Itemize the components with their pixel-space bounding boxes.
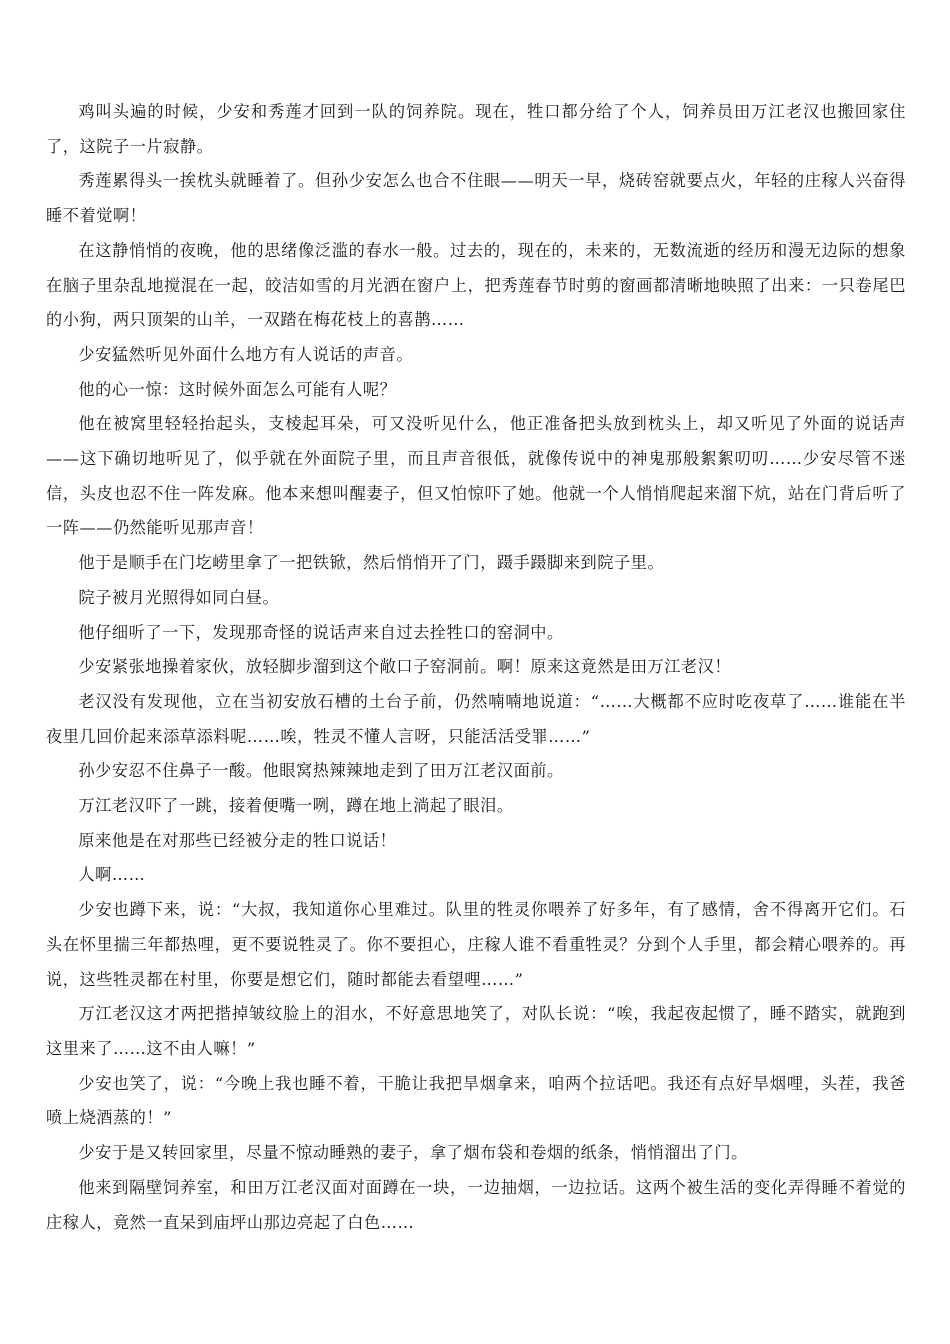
paragraph: 秀莲累得头一挨枕头就睡着了。但孙少安怎么也合不住眼——明天一早，烧砖窑就要点火，年轻的庄稼人兴奋得睡不着觉啊！ xyxy=(46,171,906,226)
paragraph: 万江老汉吓了一跳，接着便嘴一咧，蹲在地上淌起了眼泪。 xyxy=(78,796,514,816)
paragraph: 原来他是在对那些已经被分走的牲口说话！ xyxy=(78,830,397,850)
paragraph: 少安紧张地操着家伙，放轻脚步溜到这个敞口子窑洞前。啊！原来这竟然是田万江老汉！ xyxy=(78,657,732,677)
document-page xyxy=(46,95,906,1240)
paragraph: 他仔细听了一下，发现那奇怪的说话声来自过去拴牲口的窑洞中。 xyxy=(78,622,564,642)
paragraph: 他来到隔壁饲养室，和田万江老汉面对面蹲在一块，一边抽烟，一边拉话。这两个被生活的变化弄得睡不着觉的庄稼人，竟然一直呆到庙坪山那边亮起了白色…… xyxy=(46,1177,906,1232)
paragraph: 万江老汉这才两把揩掉皱纹脸上的泪水，不好意思地笑了，对队长说：“唉，我起夜起惯了，睡不踏实，就跑到这里来了……这不由人嘛！” xyxy=(46,1004,906,1058)
paragraph: 他在被窝里轻轻抬起头，支棱起耳朵，可又没听见什么，他正准备把头放到枕头上，却又听见了外面的说话声——这下确切地听见了，似乎就在外面院子里，而且声音很低，就像传说中的神鬼那般絮絮叨叨……少安尽管不迷信，头皮也忍不住一阵发麻。他本来想叫醒妻子，但又怕惊吓了她。他就一个人悄悄爬起来溜下炕，站在门背后听了一阵——仍然能听见那声音！ xyxy=(46,414,906,538)
paragraph: 少安也笑了，说：“今晚上我也睡不着，干脆让我把旱烟拿来，咱两个拉话吧。我还有点好旱烟哩，头茬，我爸喷上烧酒蒸的！” xyxy=(46,1073,906,1128)
paragraph: 少安也蹲下来，说：“大叔，我知道你心里难过。队里的牲灵你喂养了好多年，有了感情，舍不得离开它们。石头在怀里揣三年都热哩，更不要说牲灵了。你不要担心，庄稼人谁不看重牲灵？分到个人手里，都会精心喂养的。再说，这些牲灵都在村里，你要是想它们，随时都能去看望哩……” xyxy=(46,900,906,989)
paragraph: 人啊…… xyxy=(78,865,146,885)
paragraph: 他于是顺手在门圪崂里拿了一把铁锨，然后悄悄开了门，蹑手蹑脚来到院子里。 xyxy=(78,553,665,573)
paragraph: 少安猛然听见外面什么地方有人说话的声音。 xyxy=(78,344,414,364)
paragraph: 院子被月光照得如同白昼。 xyxy=(78,587,280,607)
paragraph: 他的心一惊：这时候外面怎么可能有人呢？ xyxy=(78,379,397,399)
paragraph: 少安于是又转回家里，尽量不惊动睡熟的妻子，拿了烟布袋和卷烟的纸条，悄悄溜出了门。 xyxy=(78,1143,748,1163)
paragraph: 孙少安忍不住鼻子一酸。他眼窝热辣辣地走到了田万江老汉面前。 xyxy=(78,761,564,781)
paragraph: 鸡叫头遍的时候，少安和秀莲才回到一队的饲养院。现在，牲口都分给了个人，饲养员田万江老汉也搬回家住了，这院子一片寂静。 xyxy=(46,102,906,156)
paragraph: 在这静悄悄的夜晚，他的思绪像泛滥的春水一般。过去的，现在的，未来的，无数流逝的经历和漫无边际的想象在脑子里杂乱地搅混在一起，皎洁如雪的月光洒在窗户上，把秀莲春节时剪的窗画都清晰地映照了出来：一只卷尾巴的小狗，两只顶架的山羊，一双踏在梅花枝上的喜鹊…… xyxy=(46,240,906,330)
paragraph: 老汉没有发现他，立在当初安放石槽的土台子前，仍然喃喃地说道：“……大概都不应时吃夜草了……谁能在半夜里几回价起来添草添料呢……唉，牲灵不懂人言呀，只能活活受罪……” xyxy=(46,691,906,746)
